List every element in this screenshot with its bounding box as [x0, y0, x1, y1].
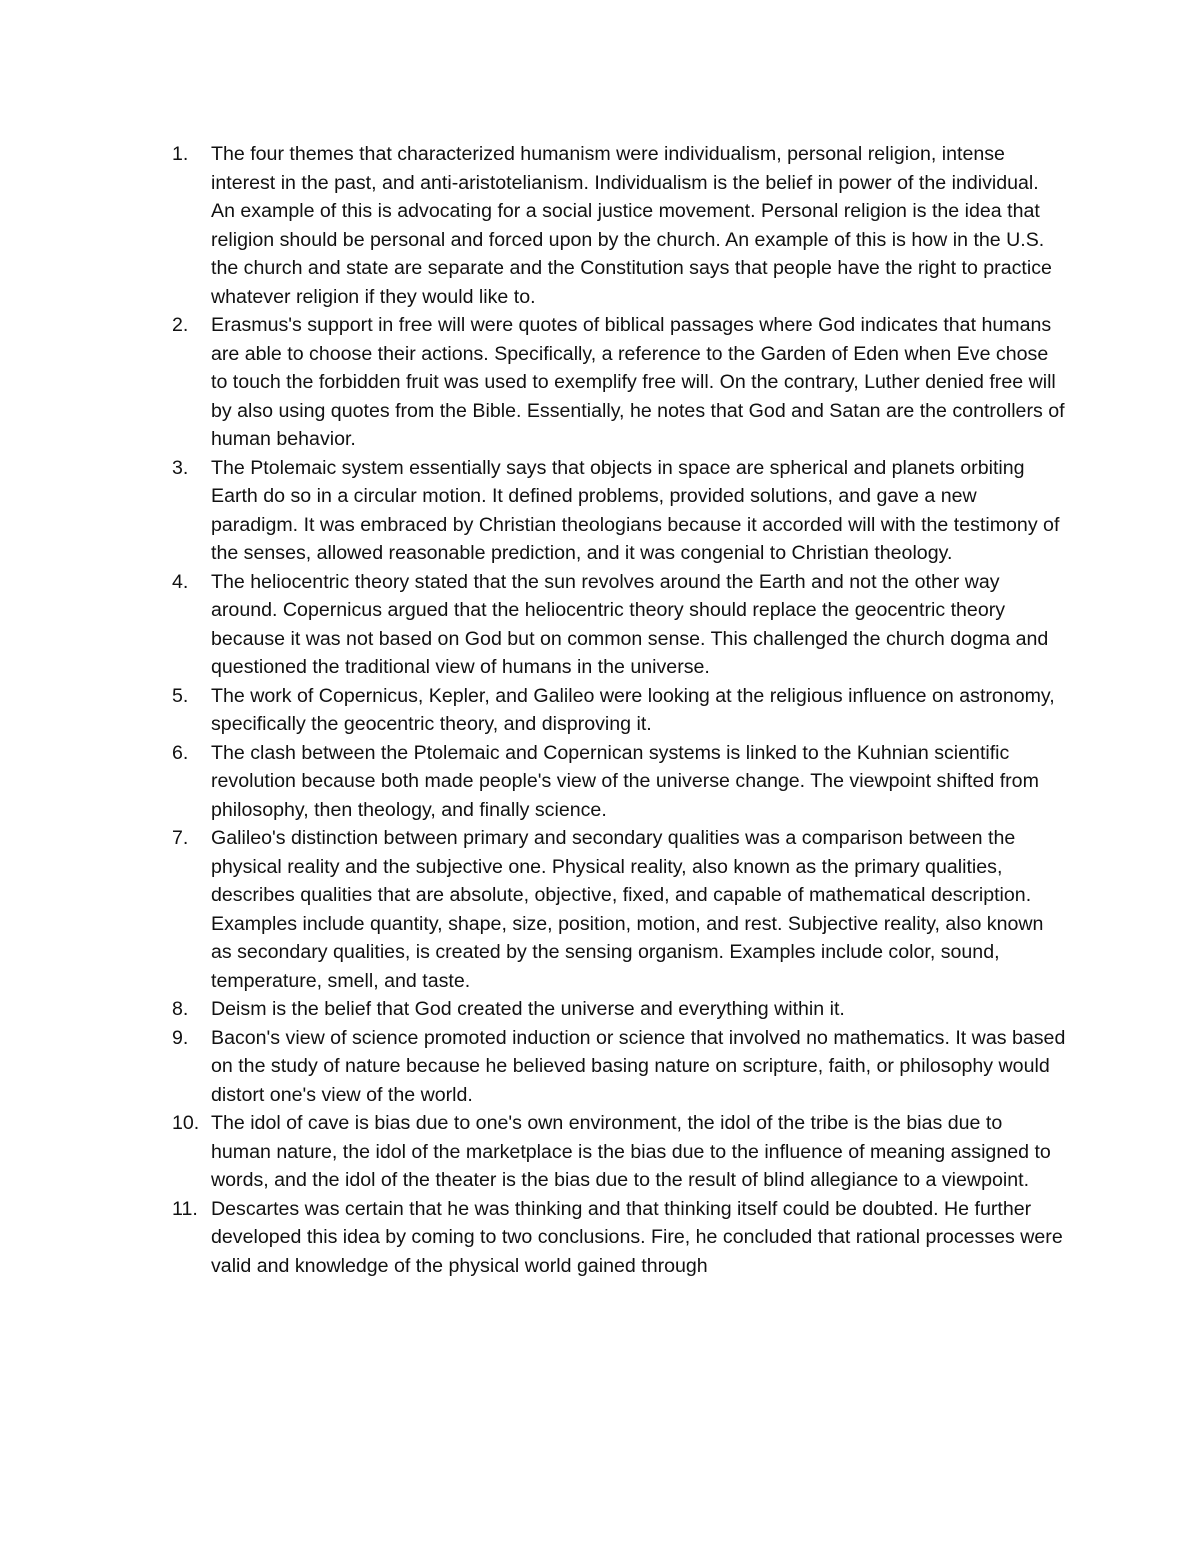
- list-item-number: 5.: [172, 684, 189, 707]
- list-item: [172, 682, 1067, 739]
- list-item-number: 3.: [172, 456, 189, 479]
- list-item-number: 6.: [172, 741, 189, 764]
- list-item: [172, 140, 1067, 311]
- list-item: [172, 824, 1067, 995]
- list-item-number: 1.: [172, 143, 189, 165]
- list-item-text: Deism is the belief that God created the universe and everything within it.: [211, 998, 845, 1020]
- list-item-text: Descartes was certain that he was thinking and that thinking itself could be doubted. He further developed this idea by coming to two conclusions. Fire, he concluded that rational processes were valid and knowledge of the physical world gained through: [211, 1197, 1063, 1277]
- list-item-number: 2.: [172, 314, 189, 336]
- list-item-text: The four themes that characterized humanism were individualism, personal religion, intense interest in the past, and anti-aristotelianism. Individualism is the belief in power of the individual. An example of this is advocating for a social justice movement. Personal religion is the idea that religion should be personal and forced upon by the church. An example of this is how in the U.S. the church and state are separate and the Constitution says that people have the right to practice whatever religion if they would like to.: [211, 143, 1052, 308]
- list-item-text: Galileo's distinction between primary and secondary qualities was a comparison between the physical reality and the subjective one. Physical reality, also known as the primary qualities, describes qualities that are absolute, objective, fixed, and capable of mathematical description. Examples include quantity, shape, size, position, motion, and rest. Subjective reality, also known as secondary qualities, is created by the sensing organism. Examples include color, sound, temperature, smell, and taste.: [211, 827, 1044, 992]
- list-item-number: 8.: [172, 998, 189, 1020]
- list-item-number: 7.: [172, 827, 189, 849]
- list-item: [172, 1024, 1067, 1110]
- list-item: [172, 995, 1067, 1024]
- list-item: [172, 1109, 1067, 1195]
- list-item-text: Bacon's view of science promoted induction or science that involved no mathematics. It was based on the study of nature because he believed basing nature on scripture, faith, or philosophy would distort one's view of the world.: [211, 1026, 1066, 1106]
- list-item-number: 10.: [172, 1112, 200, 1134]
- list-item-text: The heliocentric theory stated that the sun revolves around the Earth and not the other way around. Copernicus argued that the heliocentric theory should replace the geocentric theory because it was not based on God but on common sense. This challenged the church dogma and questioned the traditional view of humans in the universe.: [211, 570, 1049, 678]
- list-item: [172, 311, 1067, 454]
- list-item: [172, 454, 1067, 568]
- list-item-text: The Ptolemaic system essentially says that objects in space are spherical and planets orbiting Earth do so in a circular motion. It defined problems, provided solutions, and gave a new paradigm. It was embraced by Christian theologians because it accorded will with the testimony of the senses, allowed reasonable prediction, and it was congenial to Christian theology.: [211, 456, 1060, 564]
- list-item: [172, 1195, 1067, 1281]
- list-item-text: The work of Copernicus, Kepler, and Galileo were looking at the religious influence on astronomy, specifically the geocentric theory, and disproving it.: [211, 684, 1055, 735]
- list-item-number: 11.: [172, 1197, 198, 1220]
- list-item-number: 9.: [172, 1026, 189, 1049]
- list-item-text: The idol of cave is bias due to one's own environment, the idol of the tribe is the bias due to human nature, the idol of the marketplace is the bias due to the influence of meaning assigned to words, and the idol of the theater is the bias due to the result of blind allegiance to a viewpoint.: [211, 1112, 1051, 1191]
- numbered-answer-list: [172, 140, 1067, 1280]
- list-item: [172, 739, 1067, 825]
- list-item-text: The clash between the Ptolemaic and Copernican systems is linked to the Kuhnian scientific revolution because both made people's view of the universe change. The viewpoint shifted from philosophy, then theology, and finally science.: [211, 741, 1039, 821]
- list-item-number: 4.: [172, 570, 189, 593]
- list-item-text: Erasmus's support in free will were quotes of biblical passages where God indicates that humans are able to choose their actions. Specifically, a reference to the Garden of Eden when Eve chose to touch the forbidden fruit was used to exemplify free will. On the contrary, Luther denied free will by also using quotes from the Bible. Essentially, he notes that God and Satan are the controllers of human behavior.: [211, 314, 1065, 450]
- list-item: [172, 568, 1067, 682]
